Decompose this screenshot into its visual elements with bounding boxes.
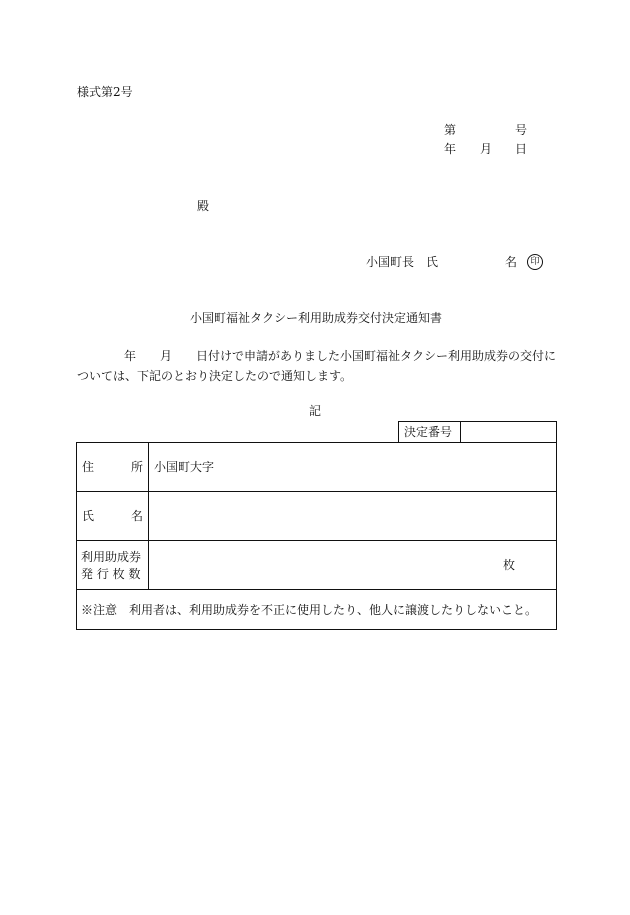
count-label-line2: 発 行 枚 数 (81, 567, 141, 581)
decision-box-divider (460, 421, 461, 442)
body-month: 月 (160, 349, 173, 363)
addressee-honorific: 殿 (197, 199, 210, 213)
issue-number-suffix: 号 (515, 123, 528, 137)
decision-box-left (398, 421, 399, 442)
label-column-divider (148, 442, 149, 590)
table-right (556, 421, 557, 630)
issue-number-prefix: 第 (444, 123, 457, 137)
date-month: 月 (480, 142, 493, 156)
document-title: 小国町福祉タクシー利用助成券交付決定通知書 (190, 311, 443, 325)
body-year: 年 (124, 349, 137, 363)
body-line2: ついては、下記のとおり決定したので通知します。 (77, 369, 353, 383)
address-value: 小国町大字 (154, 460, 215, 474)
caution-note: ※注意 利用者は、利用助成券を不正に使用したり、他人に譲渡したりしないこと。 (81, 603, 538, 617)
decision-number-label: 決定番号 (404, 425, 453, 439)
seal-mark: 印 (527, 254, 543, 270)
count-unit: 枚 (503, 558, 516, 572)
ki-heading: 記 (309, 404, 322, 418)
count-label-line1: 利用助成券 (81, 550, 142, 564)
name-label-first: 氏 (82, 509, 95, 523)
address-label-first: 住 (82, 460, 95, 474)
sender-name-suffix: 名 (505, 255, 518, 269)
table-bottom (76, 629, 557, 630)
address-label-second: 所 (131, 460, 144, 474)
table-left (76, 442, 77, 630)
name-label-second: 名 (131, 509, 144, 523)
form-number: 様式第2号 (77, 85, 133, 99)
decision-box-top (398, 421, 556, 422)
date-year: 年 (444, 142, 457, 156)
body-line1: 日付けで申請がありました小国町福祉タクシー利用助成券の交付に (196, 349, 557, 363)
sender-title: 小国町長 氏 (366, 255, 439, 269)
date-day: 日 (515, 142, 528, 156)
